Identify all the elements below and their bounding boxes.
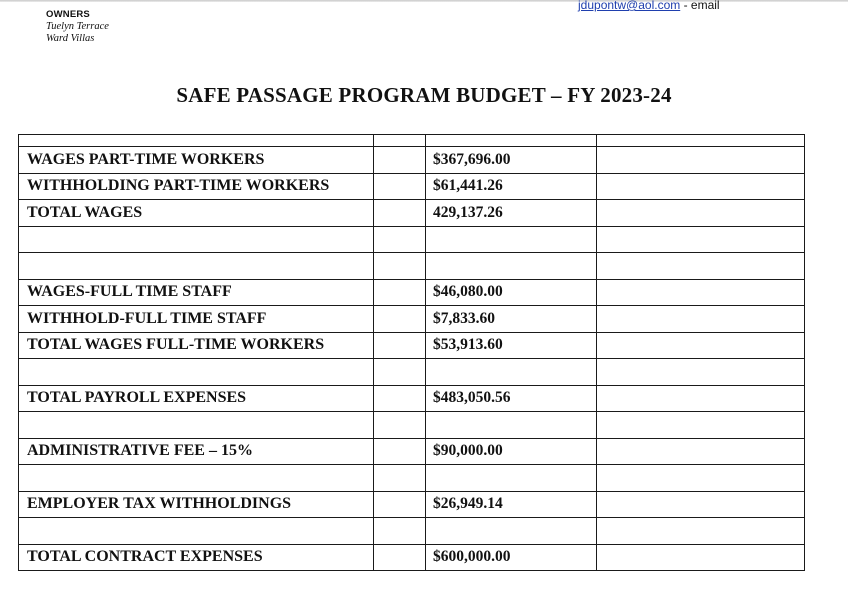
email-link[interactable]: jdupontw@aol.com (578, 0, 681, 12)
table-row (19, 518, 805, 545)
line-item-label: WITHHOLDING PART-TIME WORKERS (19, 173, 374, 200)
spacer-cell (374, 279, 426, 306)
line-item-label: TOTAL CONTRACT EXPENSES (19, 544, 374, 571)
empty-cell (597, 544, 805, 571)
empty-cell (597, 359, 805, 386)
empty-cell (597, 306, 805, 333)
spacer-cell (374, 332, 426, 359)
spacer-cell (374, 200, 426, 227)
line-item-amount: $26,949.14 (426, 491, 597, 518)
line-item-label (19, 135, 374, 147)
empty-cell (597, 332, 805, 359)
owners-block (46, 9, 109, 45)
table-row (19, 438, 805, 465)
spacer-cell (374, 135, 426, 147)
line-item-amount (426, 226, 597, 253)
spacer-cell (374, 491, 426, 518)
table-row (19, 465, 805, 492)
table-row (19, 173, 805, 200)
empty-cell (597, 173, 805, 200)
table-row (19, 412, 805, 439)
spacer-cell (374, 412, 426, 439)
line-item-label: WAGES-FULL TIME STAFF (19, 279, 374, 306)
spacer-cell (374, 518, 426, 545)
line-item-amount: $90,000.00 (426, 438, 597, 465)
line-item-amount (426, 518, 597, 545)
spacer-cell (374, 226, 426, 253)
empty-cell (597, 385, 805, 412)
empty-cell (597, 147, 805, 174)
spacer-cell (374, 465, 426, 492)
line-item-label (19, 226, 374, 253)
table-row (19, 135, 805, 147)
page-top-edge (0, 0, 848, 2)
line-item-label: TOTAL WAGES FULL-TIME WORKERS (19, 332, 374, 359)
line-item-amount: $61,441.26 (426, 173, 597, 200)
line-item-label: TOTAL WAGES (19, 200, 374, 227)
table-row (19, 253, 805, 280)
empty-cell (597, 518, 805, 545)
line-item-label (19, 412, 374, 439)
empty-cell (597, 226, 805, 253)
owners-label: OWNERS (46, 9, 90, 20)
line-item-label: WAGES PART-TIME WORKERS (19, 147, 374, 174)
line-item-label (19, 465, 374, 492)
spacer-cell (374, 359, 426, 386)
table-row (19, 359, 805, 386)
line-item-label (19, 253, 374, 280)
spacer-cell (374, 173, 426, 200)
line-item-label: EMPLOYER TAX WITHHOLDINGS (19, 491, 374, 518)
line-item-amount (426, 135, 597, 147)
line-item-amount (426, 412, 597, 439)
line-item-amount: $7,833.60 (426, 306, 597, 333)
owner-name: Tuelyn Terrace (46, 21, 109, 32)
line-item-amount: $46,080.00 (426, 279, 597, 306)
contact-email-line (578, 0, 720, 12)
table-row (19, 491, 805, 518)
empty-cell (597, 253, 805, 280)
empty-cell (597, 438, 805, 465)
table-row (19, 306, 805, 333)
table-row (19, 147, 805, 174)
email-suffix: - email (680, 0, 720, 12)
line-item-label: TOTAL PAYROLL EXPENSES (19, 385, 374, 412)
table-row (19, 279, 805, 306)
empty-cell (597, 491, 805, 518)
line-item-label: ADMINISTRATIVE FEE – 15% (19, 438, 374, 465)
table-row (19, 200, 805, 227)
page-title: SAFE PASSAGE PROGRAM BUDGET – FY 2023-24 (176, 83, 672, 107)
empty-cell (597, 412, 805, 439)
spacer-cell (374, 385, 426, 412)
empty-cell (597, 200, 805, 227)
spacer-cell (374, 438, 426, 465)
line-item-amount (426, 253, 597, 280)
spacer-cell (374, 253, 426, 280)
line-item-amount: 429,137.26 (426, 200, 597, 227)
line-item-label (19, 359, 374, 386)
table-row (19, 226, 805, 253)
empty-cell (597, 279, 805, 306)
spacer-cell (374, 306, 426, 333)
owner-name: Ward Villas (46, 33, 95, 44)
line-item-amount: $600,000.00 (426, 544, 597, 571)
line-item-amount (426, 465, 597, 492)
line-item-label: WITHHOLD-FULL TIME STAFF (19, 306, 374, 333)
spacer-cell (374, 147, 426, 174)
spacer-cell (374, 544, 426, 571)
table-row (19, 332, 805, 359)
line-item-amount (426, 359, 597, 386)
line-item-amount: $367,696.00 (426, 147, 597, 174)
line-item-amount: $53,913.60 (426, 332, 597, 359)
table-row (19, 385, 805, 412)
line-item-label (19, 518, 374, 545)
budget-table (18, 134, 805, 571)
empty-cell (597, 135, 805, 147)
empty-cell (597, 465, 805, 492)
line-item-amount: $483,050.56 (426, 385, 597, 412)
table-row (19, 544, 805, 571)
